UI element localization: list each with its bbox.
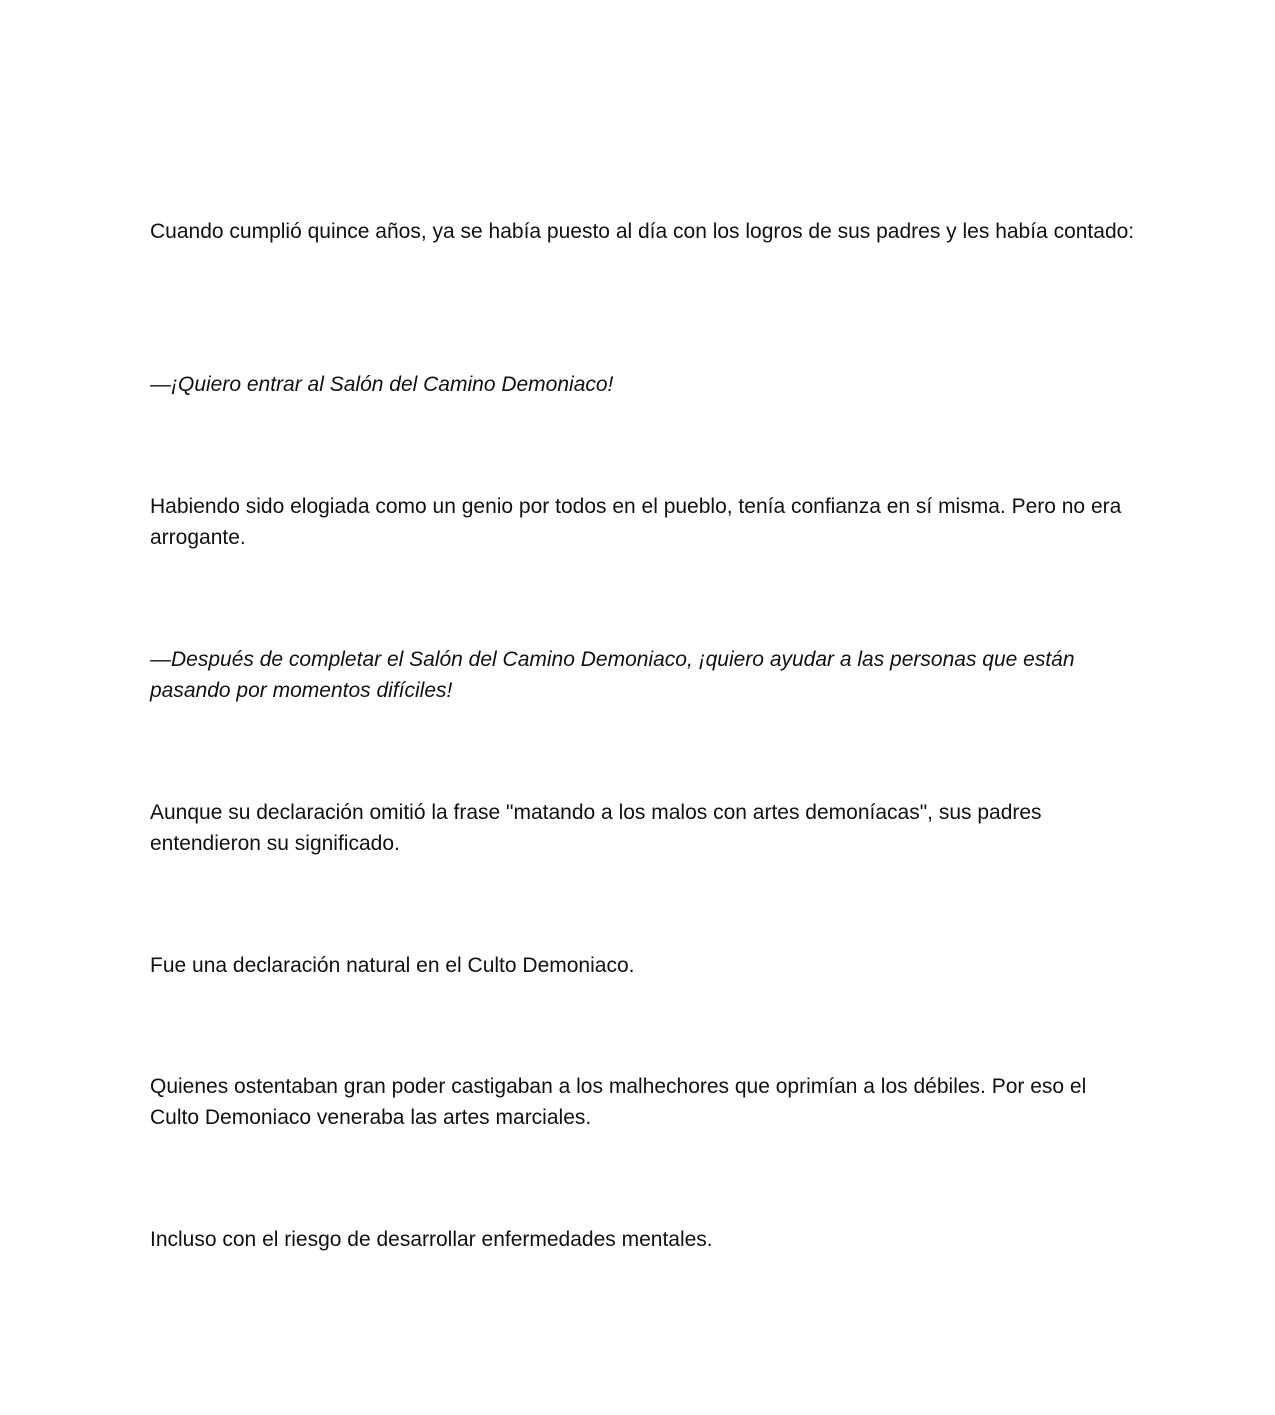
paragraph-narration: Habiendo sido elogiada como un genio por todos en el pueblo, tenía confianza en sí misma. Pero no era arrogante. (150, 495, 1122, 549)
paragraph-narration: Quienes ostentaban gran poder castigaban a los malhechores que oprimían a los débiles. Por eso el Culto Demoniaco veneraba las artes marciales. (150, 1075, 1087, 1129)
paragraph-dialogue: —Después de completar el Salón del Camino Demoniaco, ¡quiero ayudar a las personas que están pasando por momentos difíciles! (150, 648, 1075, 702)
paragraph-narration: Incluso con el riesgo de desarrollar enfermedades mentales. (150, 1228, 713, 1251)
paragraph-narration: Aunque su declaración omitió la frase "matando a los malos con artes demoníacas", sus padres entendieron su significado. (150, 801, 1042, 855)
paragraph-dialogue: —¡Quiero entrar al Salón del Camino Demoniaco! (150, 373, 614, 396)
paragraph-narration: Fue una declaración natural en el Culto Demoniaco. (150, 954, 635, 977)
paragraph-narration: Cuando cumplió quince años, ya se había puesto al día con los logros de sus padres y les había contado: (150, 220, 1135, 243)
